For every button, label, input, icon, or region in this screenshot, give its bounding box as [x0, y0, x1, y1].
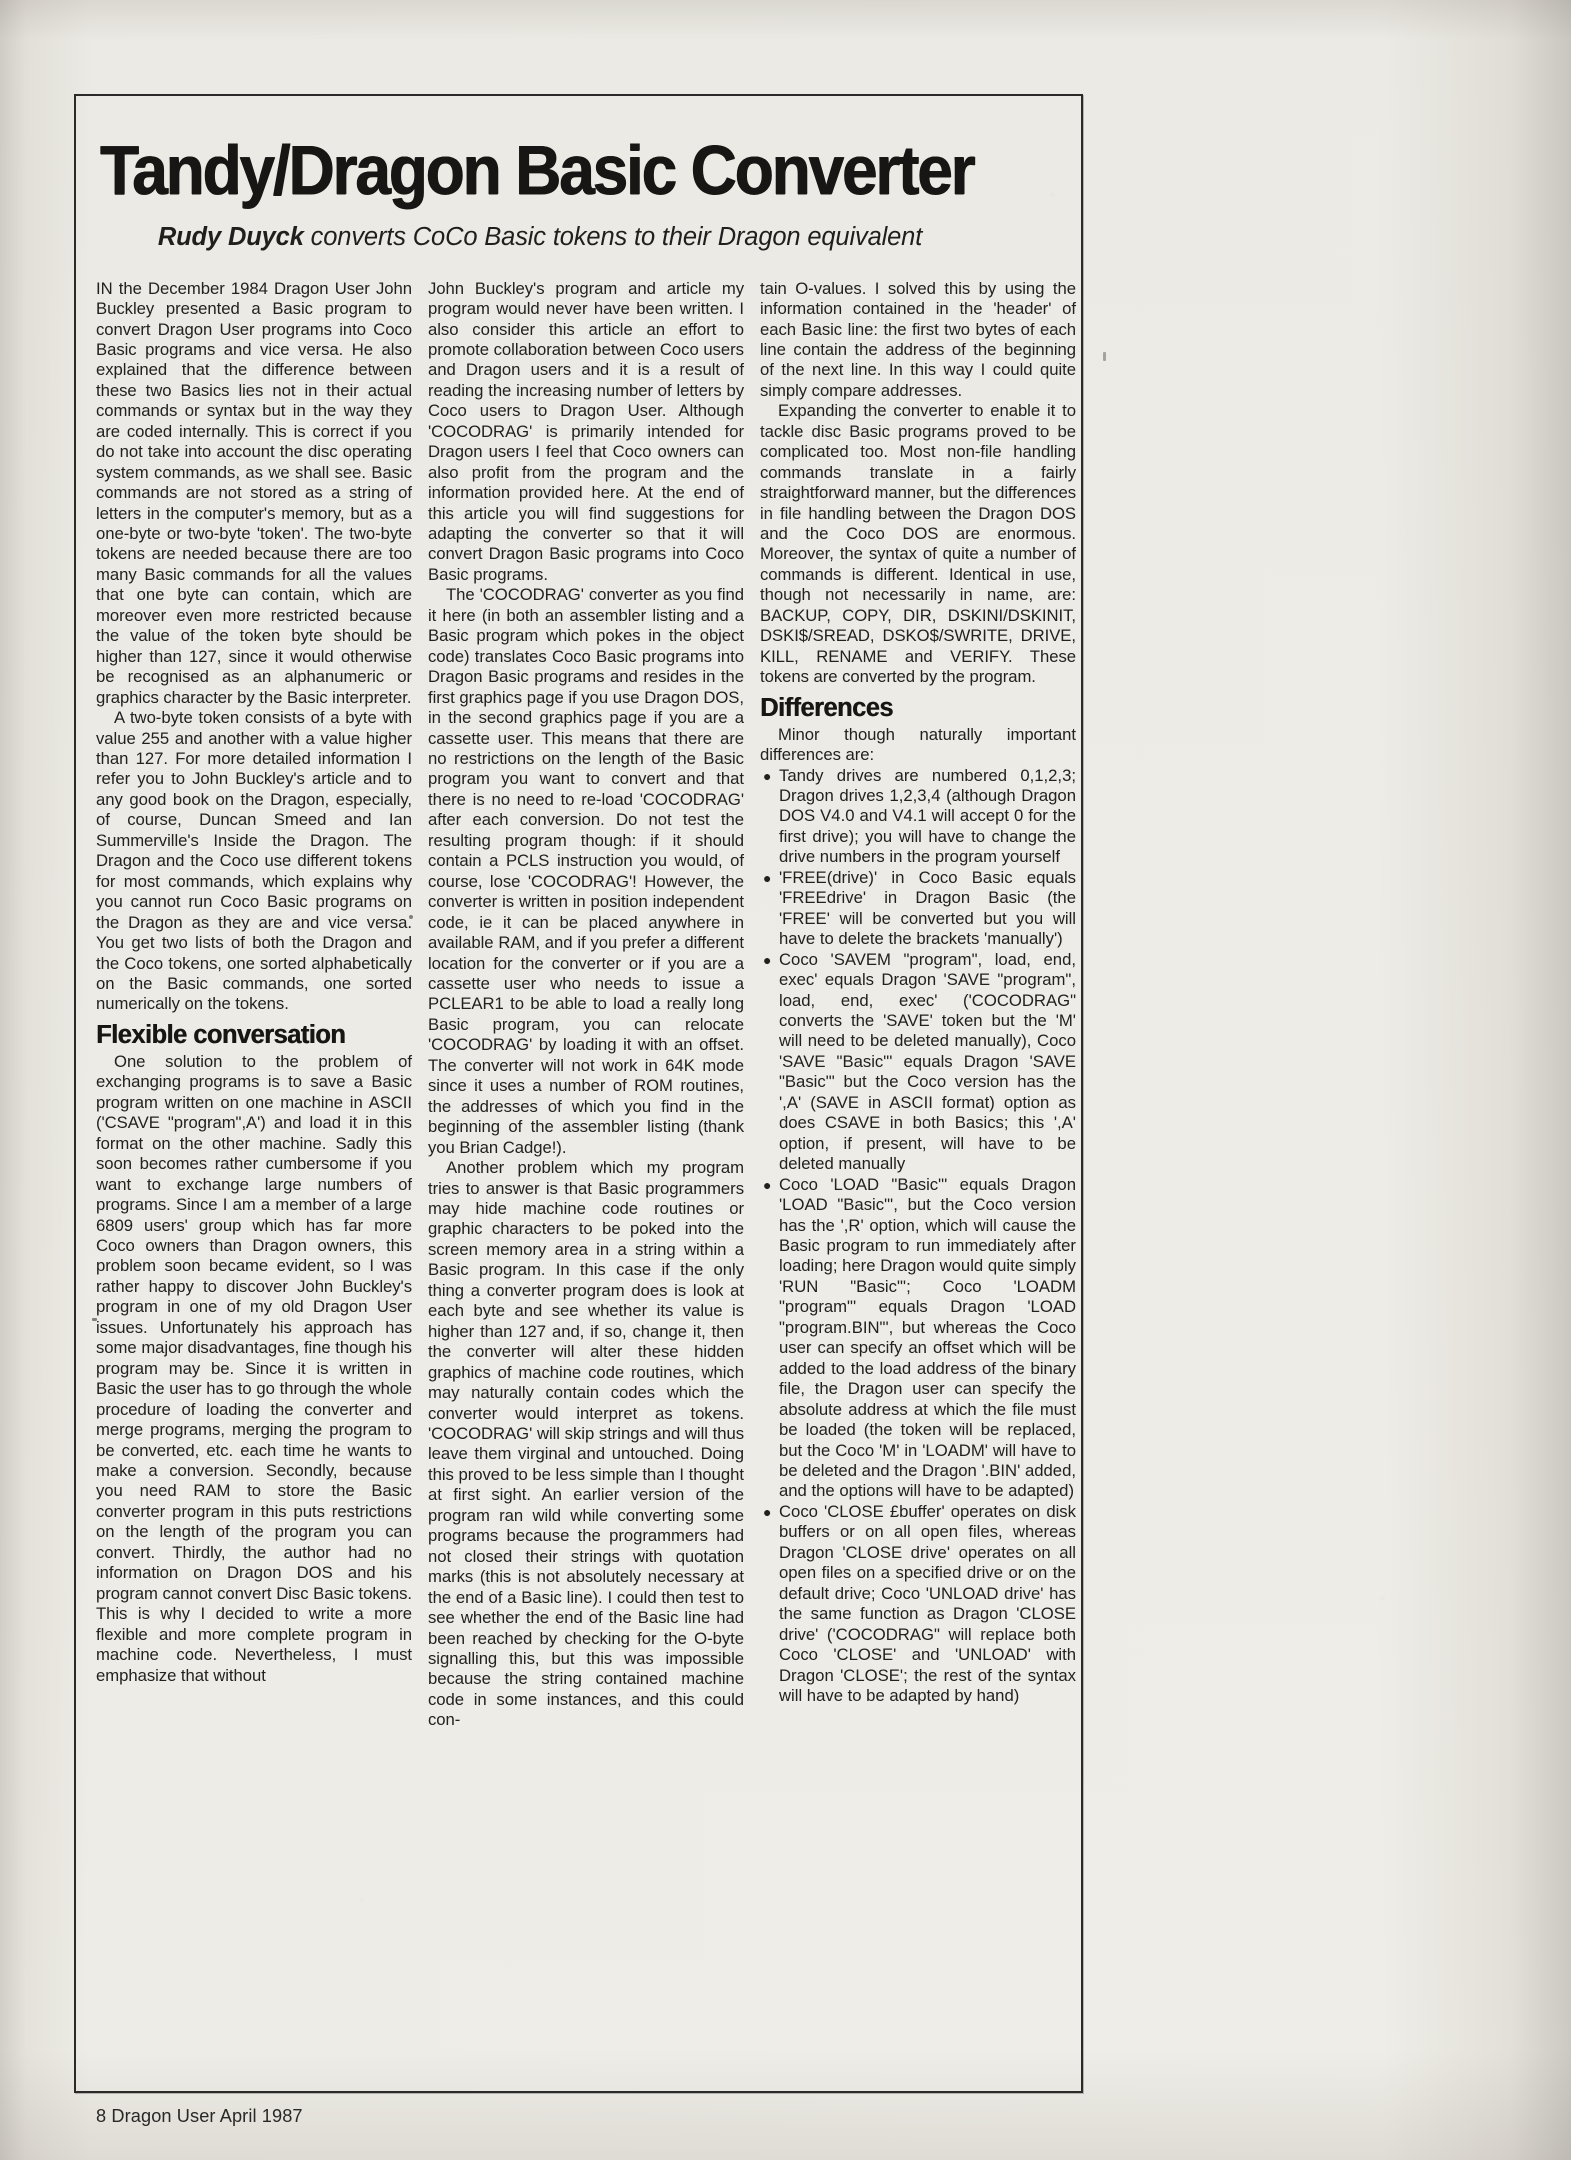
byline-description: converts CoCo Basic tokens to their Dragon equivalent: [303, 222, 923, 251]
paragraph: Another problem which my program tries to answer is that Basic programmers may hide machine code routines or graphic characters to be poked into the screen memory area in a string within a Basic program. In this case if the only thing a converter program does is look at each byte and see whether its value is higher than 127 and, if so, change it, then the converter will alter these hidden graphics of machine code routines, which may naturally contain codes which the converter would interpret as tokens. 'COCODRAG' will skip strings and will thus leave them virginal and untouched. Doing this proved to be less simple than I thought at first sight. An earlier version of the program ran wild while converting some programs because the programmers had not closed their strings with quotation marks (this is not absolutely necessary at the end of a Basic line). I could then test to see whether the end of the Basic line had been reached by checking for the O-byte signalling this, but this was impossible because the string contained machine code in some instances, and this could con-: [428, 1158, 744, 1730]
article-title: Tandy/Dragon Basic Converter: [100, 131, 974, 209]
paragraph: tain O-values. I solved this by using the information contained in the 'header' of each Basic line: the first two bytes of each line contain the address of the beginning of the next line. In this way I could quite simply compare addresses.: [760, 278, 1076, 400]
list-item-text: Coco 'CLOSE £buffer' operates on disk buffers or on all open files, whereas Dragon 'CLOSE drive' operates on all open files on a specified drive or on the default drive; Coco 'UNLOAD drive' has the same function as Dragon 'CLOSE drive' ('COCODRAG" will replace both Coco 'CLOSE' and 'UNLOAD' with Dragon 'CLOSE'; the rest of the syntax will have to be adapted by hand): [779, 1501, 1076, 1705]
list-item: [760, 1502, 1076, 1707]
paragraph: Expanding the converter to enable it to tackle disc Basic programs proved to be complicated too. Most non-file handling commands translate in a fairly straightforward manner, but the differences in file handling between the Dragon DOS and the Coco DOS are enormous. Moreover, the syntax of quite a number of commands is different. Identical in use, though not necessarily in name, are: BACKUP, COPY, DIR, DSKINI/DSKINIT, DSKI$/SREAD, DSKO$/SWRITE, DRIVE, KILL, RENAME and VERIFY. These tokens are converted by the program.: [760, 401, 1076, 687]
section-heading-flexible-conversation: Flexible conversation: [96, 1020, 346, 1049]
list-item: [760, 950, 1076, 1175]
list-item: [760, 868, 1076, 950]
article-column-3: [760, 279, 1076, 1731]
differences-bullet-list: [760, 766, 1076, 1707]
bullet-icon: ●: [763, 869, 772, 886]
bullet-icon: ●: [763, 1503, 772, 1520]
section-heading-differences: Differences: [760, 693, 893, 722]
list-item-text: 'FREE(drive)' in Coco Basic equals 'FREEdrive' in Dragon Basic (the 'FREE' will be converted but you will have to delete the brackets 'manually'): [779, 867, 1076, 949]
paragraph: One solution to the problem of exchanging programs is to save a Basic program written on one machine in ASCII ('CSAVE "program",A') and load it in this format on the other machine. Sadly this soon becomes rather cumbersome if you want to exchange large numbers of programs. Since I am a member of a large 6809 users' group which has far more Coco owners than Dragon owners, this problem soon became evident, so I was rather happy to discover John Buckley's program in one of my old Dragon User issues. Unfortunately his approach has some major disadvantages, fine though his program may be. Since it is written in Basic the user has to go through the whole procedure of loading the converter and merge programs, merging the program to be converted, etc. each time he wants to make a conversion. Secondly, because you need RAM to store the Basic converter program in this puts restrictions on the length of the program you can convert. Thirdly, the author had no information on Dragon DOS and his program cannot convert Disc Basic tokens. This is why I decided to write a more flexible and more complete program in machine code. Nevertheless, I must emphasize that without: [96, 1051, 412, 1685]
list-item-text: Coco 'LOAD "Basic"' equals Dragon 'LOAD "Basic"', but the Coco version has the ',R' option, which will cause the Basic program to run immediately after loading; here Dragon would quite simply 'RUN "Basic"'; Coco 'LOADM "program"' equals Dragon 'LOAD "program.BIN"', but whereas the Coco user can specify an offset which will be added to the load address of the binary file, the Dragon user can specify the absolute address at which the file must be loaded (the token will be replaced, but the Coco 'M' in 'LOADM' will have to be deleted and the Dragon '.BIN' added, and the options will have to be adapted): [779, 1174, 1076, 1501]
article-body: [96, 104, 1078, 2089]
paragraph: IN the December 1984 Dragon User John Buckley presented a Basic program to convert Dragon User programs into Coco Basic programs and vice versa. He also explained that the difference between these two Basics lies not in their actual commands or syntax but in the way they are coded internally. This is correct if you do not take into account the disc operating system commands, as we shall see. Basic commands are not stored as a string of letters in the computer's memory, but as a one-byte or two-byte 'token'. The two-byte tokens are needed because there are too many Basic commands for all the values that one byte can contain, which are moreover even more restricted because the value of the token byte should be higher than 127, since it would otherwise be recognised as an alphanumeric or graphics character by the Basic interpreter.: [96, 278, 412, 707]
list-item-text: Tandy drives are numbered 0,1,2,3; Dragon drives 1,2,3,4 (although Dragon DOS V4.0 and V4.1 will accept 0 for the first drive); you will have to change the drive numbers in the program yourself: [779, 765, 1076, 867]
byline-author: Rudy Duyck: [157, 222, 304, 251]
article-column-2: [428, 279, 744, 1731]
list-item: [760, 1175, 1076, 1502]
masthead: [96, 104, 1078, 252]
article-columns: [96, 279, 1075, 1731]
paragraph: The 'COCODRAG' converter as you find it here (in both an assembler listing and a Basic program which pokes in the object code) translates Coco Basic programs into Dragon Basic programs and resides in the first graphics page if you use Dragon DOS, in the second graphics page if you are a cassette user. This means that there are no restrictions on the length of the Basic program you want to convert and that there is no need to re-load 'COCODRAG' after each conversion. Do not test the resulting program though: if it should contain a PCLS instruction you would, of course, lose 'COCODRAG'! However, the converter is written in position independent code, ie it can be placed anywhere in available RAM, and if you prefer a different location for the converter or if you are a cassette user who needs to issue a PCLEAR1 to be able to load a really long Basic program, you can relocate 'COCODRAG' by loading it with an offset. The converter will not work in 64K mode since it uses a number of ROM routines, the addresses of which you find in the beginning of the assembler listing (thank you Brian Cadge!).: [428, 585, 744, 1157]
scan-artifact-dot: [1103, 352, 1106, 361]
list-item: [760, 766, 1076, 868]
article-column-1: [96, 279, 412, 1731]
bullet-icon: ●: [763, 951, 772, 968]
list-item-text: Coco 'SAVEM "program", load, end, exec' equals Dragon 'SAVE "program", load, end, exec' ('COCODRAG" converts the 'SAVE' token but the 'M' will need to be deleted manually), Coco 'SAVE "Basic"' equals Dragon 'SAVE "Basic"' but the Coco version has the ',A' (SAVE in ASCII format) option as does CSAVE in both Basics; this ',A' option, if present, will have to be deleted manually: [779, 949, 1076, 1174]
article-byline: [100, 223, 1064, 252]
page-footer: 8 Dragon User April 1987: [96, 2106, 303, 2126]
paragraph: Minor though naturally important differences are:: [760, 724, 1076, 765]
paragraph: A two-byte token consists of a byte with value 255 and another with a value higher than 127. For more detailed information I refer you to John Buckley's article and to any good book on the Dragon, especially, of course, Duncan Smeed and Ian Summerville's Inside the Dragon. The Dragon and the Coco use different tokens for most commands, which explains why you cannot run Coco Basic programs on the Dragon as they are and vice versa. You get two lists of both the Dragon and the Coco tokens, one sorted alphabetically on the Basic commands, one sorted numerically on the tokens.: [96, 708, 412, 1014]
bullet-icon: ●: [763, 1176, 772, 1193]
bullet-icon: ●: [763, 767, 772, 784]
paragraph: John Buckley's program and article my program would never have been written. I also consider this article an effort to promote collaboration between Coco users and Dragon users and it is a result of reading the increasing number of letters by Coco users to Dragon User. Although 'COCODRAG' is primarily intended for Dragon users I feel that Coco owners can also profit from the program and the information provided here. At the end of this article you will find suggestions for adapting the converter so that it will convert Dragon Basic programs into Coco Basic programs.: [428, 278, 744, 584]
